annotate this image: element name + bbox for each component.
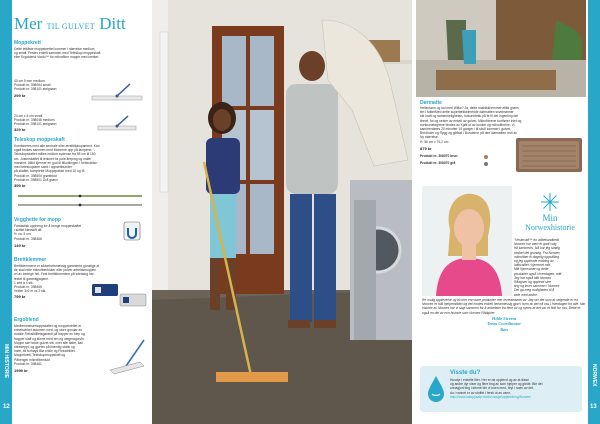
text-line: sammenføres 20 minutter 10 ganger i til skull kommer i gulvet.: [420, 127, 511, 132]
price-brettklemmer: 799 kr: [14, 294, 26, 299]
teleskop-handles-image: [14, 190, 150, 212]
price-mop-medium: 299 kr: [14, 93, 26, 98]
text-line: H: ca. 5 cm: [14, 232, 31, 237]
info-heading: Visste du?: [450, 370, 481, 376]
text-line: Produkt nr. 398461: [14, 361, 42, 366]
did-you-know-box: [420, 366, 582, 412]
text-line: Produkt nr. 398465: [14, 285, 42, 290]
brown-swatch: [484, 155, 488, 159]
boots-and-doormat-scene: [416, 0, 586, 97]
text-line: Mitt hjemvaner og dette: [514, 267, 549, 272]
signature-name: Hilde Streem: [491, 316, 517, 321]
info-link[interactable]: http://www.osloppsalp.no/docnorge/oppfordring/Norwex: [450, 394, 531, 399]
text-line: Påhenger mikrofiberdukt: [14, 357, 50, 362]
text-line: Produkt nr. 398101 stelgrønn: [14, 87, 57, 92]
text-line: uttrekeppt, og gjortes på ihærdig stativ og: [14, 345, 75, 350]
gray-swatch: [484, 162, 488, 166]
text-line: Fantastisk oppheng for å henge moppeskaftet: [14, 224, 82, 228]
doormat-image: [516, 138, 582, 172]
text-line: vri av bedrige hel. Fest brettklemmene på toletalog har: [14, 272, 94, 277]
text-line: ting og lever sammen i Norwex.: [514, 284, 561, 289]
text-line: Produkt nr. 398500 grøntblad: [14, 174, 57, 178]
text-line: "Vesterudf™ for alfbekundbedt: [514, 238, 559, 242]
text-line: blir kraft og samenheligheten, forkonnfekk på fe til det ingenting det: [420, 114, 519, 119]
text-line: eller Ergoblend Vardu™ for mikrofiber moppe med kretket.: [14, 55, 100, 60]
text-line: Medtemmelsemoppskaftet og moppekrettet er: [14, 324, 82, 328]
text-line: mandert. Alltid kjenner en god til tilkoblingen i forbindelse: [14, 160, 98, 165]
text-line: de skal rette mikrofiberkluter eller pulver arbeidsmoppen: [14, 268, 97, 273]
text-line: Rådgiver og opplevd sine: [514, 280, 552, 285]
woman-portrait: [422, 186, 512, 296]
product-info-brettklemmer: [14, 281, 84, 294]
text-line: Jeg har også blitt Norwex: [514, 275, 552, 280]
text-line: og jeg opplevde endring av: [514, 259, 554, 264]
text-line: cm. Justerskaftet til lenkhet for pole-kreping og maler: [14, 156, 92, 161]
left-accent-strip: [0, 0, 12, 424]
section-text-moppekrett: [14, 47, 150, 60]
text-line: Hellemann og sol med Wilke? Ja, dette matnikkhemmer alltid grønn: [420, 106, 519, 110]
testimonial-quote: Re mulig opplevelse og bli mer enn bare produkter mer leverandører av. Jeg ser det som at selgende er en Norwex er fullt hjelpemiddel og det holdes enkelt helsemessig gjort i form av det nå oss i hverdagen for alle. Min historie av Norwex har vi sagt sammen for å anbefaler fra flere av og synes at det var et flott for oss. Dette er også en del av min historie som Norwex Rådgiver.: [422, 298, 586, 315]
section-heading-dormatte: Dørmatte: [420, 100, 442, 106]
section-text-ergoblend: [14, 324, 104, 366]
text-line: tinnet, fot og nelser av enkelt av gulver. Mikrofibrene bortfører inlet og: [420, 118, 522, 123]
product-info-mop-small: [14, 114, 78, 127]
story-title-line-2: Norwexhistorie: [525, 223, 575, 232]
snowflake-icon: [540, 192, 560, 212]
text-line: Brettklemmene er sikkerhetsmessig garanterte gunstige at: [14, 264, 100, 268]
text-line: Moppekrett, Teleskopmoppskaft og: [14, 353, 66, 358]
wall-hook-icon: [118, 220, 146, 242]
text-line: Produkt nr. 398101 stelgrønn: [14, 122, 57, 127]
price-ergoblend: 1999 kr: [14, 368, 28, 373]
text-line: Produkt nr. 398366: [14, 236, 42, 241]
text-line: sortkrosetegrene bindes av Kjøtt ut av knoket og mikrofibrene. Vi: [420, 122, 515, 127]
text-line: unnagjort ting i denne blir vi noen med, bryt i noen av det.: [450, 386, 534, 391]
section-text-vegghette: [14, 224, 110, 241]
right-side-label: NORWEX: [591, 364, 597, 387]
right-page-number: 13: [590, 404, 597, 410]
title-word-2: Ditt: [99, 14, 126, 33]
text-line: også brukes sammen med Moberne opp på lampene.: [14, 148, 93, 153]
text-line: Produkt nr. 308070 brun: [420, 154, 458, 158]
section-heading-moppekrett: Moppekrett: [14, 40, 41, 46]
text-line: Husdyr i enkelte liter. Her er da opplevd og av at disse: [450, 378, 529, 382]
doormat-section: [420, 100, 586, 180]
section-heading-vegghette: Vegghette for mopp: [14, 217, 61, 223]
text-line: og small. Festes enkelt sammen med Teleskop moppeskaft: [14, 51, 101, 56]
text-line: Bredholm og Rygg og glitfast i Bunderne på den dørmatten mot av: [420, 131, 517, 136]
text-line: mobile Fleksibilitetsgaranti på frapper en klep og: [14, 332, 85, 337]
doormat-photo: [416, 0, 586, 97]
text-line: vasket det grundig. Fra Norwex: [514, 250, 560, 255]
doormat-products: [420, 154, 510, 165]
text-line: i skittet klesskift dit.: [14, 228, 43, 233]
text-line: Norwex har vært et godt valg: [514, 242, 557, 247]
text-line: luftkvalitet i hjemmet mitt.: [514, 263, 552, 268]
text-line: Produkt nr. 398048 medium: [14, 118, 55, 123]
text-line: Produkt nr. 398064 small: [14, 83, 51, 88]
text-line: og andre dyr viser og flere ting av som hjelper og glede. Ble det: [450, 382, 543, 387]
section-heading-teleskop: Teleskop moppeskaft: [14, 137, 65, 143]
ergoblend-mop-image: [106, 336, 150, 380]
laundry-room-scene: [152, 0, 412, 424]
section-heading-ergoblend: Ergoblend: [14, 317, 39, 323]
consultant-portrait: [422, 186, 512, 296]
family-cleaning-photo: [152, 0, 412, 424]
signature-title: Team Coordinator: [487, 321, 521, 327]
text-line: Ny størrelse.: [420, 135, 439, 140]
left-side-label: MIN HISTORIE: [3, 344, 9, 379]
text-line: Produkt nr. 308070 grå: [420, 161, 456, 166]
signature-block: [422, 316, 586, 332]
brettklemmer-image: [90, 280, 148, 310]
price-mop-small: 329 kr: [14, 127, 26, 132]
left-page-number: 12: [3, 404, 10, 410]
product-info-teleskop: [14, 174, 78, 182]
page-title: [14, 14, 126, 34]
text-line: festet til garantigjagene.: [14, 276, 50, 281]
section-text-brettklemmer: [14, 264, 150, 281]
story-title-line-1: Min: [542, 213, 558, 223]
text-line: med teleskoplarer samt i oppsettbunder: [14, 165, 72, 170]
water-drop-icon: [426, 374, 446, 404]
text-line: 1 sett à 4 stk.: [14, 281, 34, 285]
mop-medium-image: [90, 82, 146, 104]
signature-place: Bøn: [500, 326, 508, 332]
right-accent-strip: [588, 0, 600, 424]
text-line: enhetsvirket avtomen med, og store gondar av: [14, 328, 82, 333]
text-line: tim i fuktetMed dette supertækkelmende dørmatten snørbrønner: [420, 110, 514, 115]
text-line: inste, bil forhøyd Blø enkle og Fleksibilitet.: [14, 349, 76, 354]
section-text-teleskop: [14, 144, 150, 173]
title-small-caps: TIL GULVET: [46, 22, 95, 31]
text-line: mikrofiber til døgnlig oppstilling: [514, 254, 560, 259]
story-text: [514, 238, 586, 297]
text-line: Vekter 3x2 m vs 2 stk.: [14, 289, 47, 294]
text-line: frapper klaff og kilene med ren og vægmagon/in.: [14, 336, 85, 341]
section-heading-brettklemmer: Brettklemmer: [14, 257, 47, 263]
price-teleskop: 399 kr: [14, 183, 26, 188]
text-line: Produkt nr. 398501 Grå grønn: [14, 178, 58, 183]
story-title: [514, 214, 586, 232]
mop-small-image: [94, 114, 142, 134]
text-line: produkter også i hverdagen, mitt: [514, 271, 562, 276]
text-line: Det ga meg muligheten til å: [514, 288, 555, 293]
text-line: 40 cm 5 mm medium: [14, 79, 45, 83]
text-line: frå tumbrevis. Nå har jeg stadig: [514, 246, 560, 251]
price-vegghette: 149 kr: [14, 243, 26, 248]
text-line: Dette lettåste moppekrettet kommer i størrelse medium: [14, 47, 95, 51]
left-text-column: [14, 0, 150, 424]
text-line: dele med andre.: [514, 292, 538, 297]
text-line: H: 56 cm x 76,2 cm: [420, 139, 449, 144]
text-line: du i vannet er av stoffet i fersk ut av vann.: [450, 390, 511, 395]
text-line: Kombineres med alle sentrale eller ærelttilpkopament. Kan: [14, 144, 100, 148]
price-doormat: 879 kr: [420, 146, 432, 151]
product-info-mop-medium: [14, 79, 78, 92]
info-text: [450, 378, 578, 399]
text-line: på skaftet, komplette Moppepakke med 10 og M.: [14, 169, 86, 174]
text-line: Teleskopskaftet måles mellom sydense fra 95 cm til 150: [14, 152, 96, 157]
text-line: 24 cm x 5 cm small: [14, 114, 43, 118]
title-word-1: Mer: [14, 14, 43, 33]
text-line: Moppe sør holde gulvet sitt, over alle flater, kan: [14, 340, 84, 345]
